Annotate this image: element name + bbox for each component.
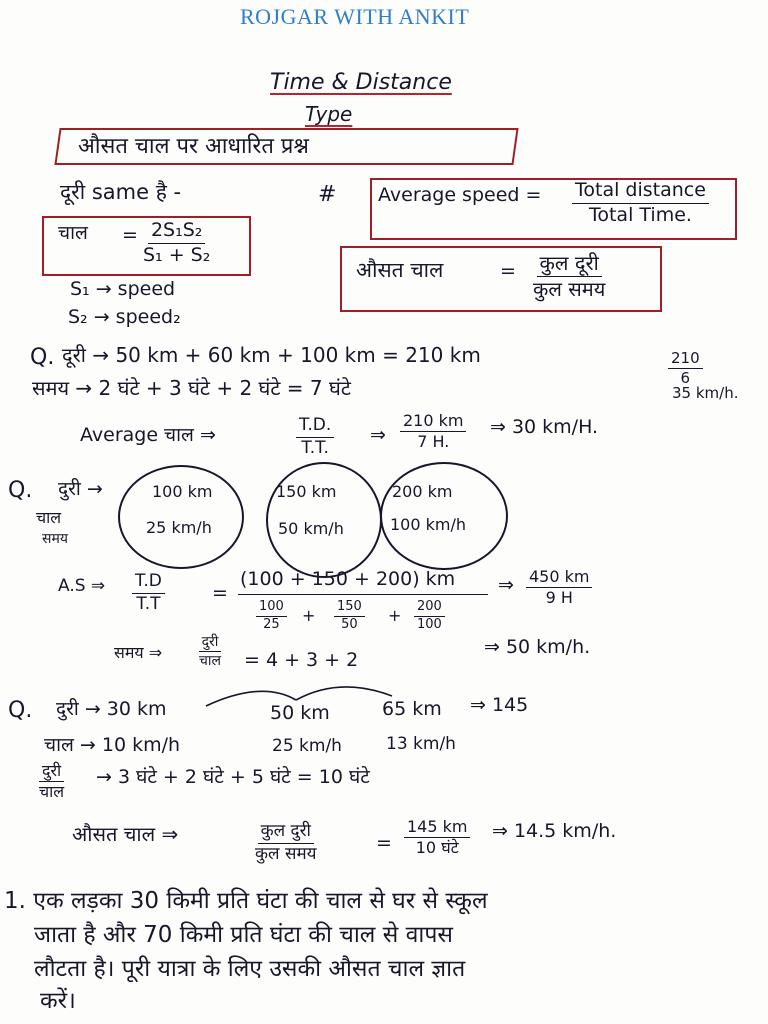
speed-denominator: S₁ + S₂ — [143, 243, 211, 266]
q2-distance-label: दुरी → — [58, 478, 103, 500]
q3-time-denominator: चाल — [39, 782, 65, 802]
q1-avg-lhs: Average चाल ⇒ — [80, 424, 216, 446]
q2-result-denominator: 9 H — [545, 588, 573, 608]
q1-side-numerator: 210 — [668, 350, 703, 369]
q3-arc-2 — [296, 687, 392, 700]
hindi-avg-equals: = — [500, 260, 516, 282]
q2-plus-2: + — [388, 606, 402, 625]
q3-distance-row: दुरी → 30 km — [56, 698, 167, 720]
question1-line3: लौटता है। पूरी यात्रा के लिए उसकी औसत चाल ज्ञात — [34, 956, 466, 982]
s2-definition: S₂ → speed₂ — [68, 306, 181, 328]
q2-plus-1: + — [302, 606, 316, 625]
q1-result: ⇒ 30 km/H. — [490, 416, 599, 438]
q2-circle3-speed: 100 km/h — [390, 515, 467, 534]
question1-line1: 1. एक लड़का 30 किमी प्रति घंटा की चाल से घर से स्कूल — [4, 888, 488, 914]
q2-time-denominator: चाल — [199, 653, 222, 670]
q2-time-label: समय — [42, 531, 68, 547]
q3-marker: Q. — [8, 698, 33, 723]
subtitle: औसत चाल पर आधारित प्रश्न — [78, 134, 309, 159]
q1-distance: दूरी → 50 km + 60 km + 100 km = 210 km — [62, 343, 481, 367]
q3-avg-denominator: कुल समय — [255, 843, 317, 864]
speed-equals: = — [122, 224, 138, 246]
q3-time-fraction — [36, 762, 67, 802]
q2-marker: Q. — [8, 478, 33, 503]
avg-formula-numerator: Total distance — [572, 180, 709, 204]
q2-f3-denominator: 100 — [417, 616, 442, 632]
q2-result-numerator: 450 km — [526, 568, 592, 588]
q1-time: समय → 2 घंटे + 3 घंटे + 2 घंटे = 7 घंटे — [32, 376, 351, 400]
q3-result: ⇒ 14.5 km/h. — [492, 820, 617, 842]
q3-s2: 25 km/h — [272, 736, 342, 756]
speed-label: चाल — [58, 222, 88, 244]
hindi-avg-lhs: औसत चाल — [356, 258, 444, 282]
q3-time-row: → 3 घंटे + 2 घंटे + 5 घंटे = 10 घंटे — [96, 766, 370, 788]
q2-equals: = — [212, 582, 228, 604]
q3-arc-1 — [206, 691, 296, 706]
q2-circle1-speed: 25 km/h — [146, 518, 212, 537]
q1-tt: T.T. — [301, 437, 329, 458]
q1-side-result: 35 km/h. — [672, 384, 739, 402]
q2-final: ⇒ 50 km/h. — [484, 636, 591, 658]
q2-as-lhs: A.S ⇒ — [58, 576, 106, 596]
q3-time-numerator: दुरी — [39, 762, 64, 782]
speed-numerator: 2S₁S₂ — [148, 220, 205, 244]
brand-header: ROJGAR WITH ANKIT — [240, 4, 470, 29]
q2-time-lhs: समय ⇒ — [114, 643, 163, 662]
q3-equals: = — [376, 832, 392, 854]
q2-td: T.D — [132, 572, 165, 594]
avg-formula-denominator: Total Time. — [588, 203, 692, 226]
q1-side-denominator: 6 — [680, 369, 691, 388]
hindi-avg-denominator: कुल समय — [533, 277, 606, 301]
q3-d3: 65 km — [382, 698, 442, 720]
q3-avg-fraction — [252, 822, 320, 864]
q3-value-numerator: 145 km — [404, 818, 470, 838]
hash-mark: # — [318, 182, 337, 207]
type-label: Type — [305, 102, 353, 126]
q3-d2: 50 km — [270, 702, 330, 724]
q3-avg-numerator: कुल दुरी — [258, 822, 314, 844]
q1-td: T.D. — [296, 416, 334, 438]
q2-time-sum: = 4 + 3 + 2 — [244, 649, 359, 671]
q2-f2-denominator: 50 — [341, 616, 358, 632]
question1-line4: करें। — [40, 988, 76, 1014]
q3-speed-row: चाल → 10 km/h — [44, 734, 181, 756]
topic-title: Time & Distance — [270, 70, 452, 95]
q3-s3: 13 km/h — [386, 734, 456, 754]
q3-value-denominator: 10 घंटे — [415, 838, 459, 858]
q2-tt: T.T — [136, 593, 161, 614]
q2-speed-label: चाल — [36, 508, 62, 527]
q2-f2-numerator: 150 — [334, 600, 365, 617]
q2-f1-denominator: 25 — [263, 616, 280, 632]
q2-result-arrow: ⇒ — [498, 574, 514, 596]
q2-circle2-distance: 150 km — [276, 482, 337, 501]
q1-value-denominator: 7 H. — [417, 432, 450, 452]
q2-circle1-distance: 100 km — [152, 482, 213, 501]
q2-circle3-distance: 200 km — [392, 482, 453, 501]
q2-f3-numerator: 200 — [414, 600, 445, 617]
q3-d-total: ⇒ 145 — [470, 694, 529, 716]
distance-same-note: दूरी same है - — [60, 180, 182, 204]
q3-avg-lhs: औसत चाल ⇒ — [72, 822, 179, 846]
question1-line2: जाता है और 70 किमी प्रति घंटा की चाल से वापस — [34, 922, 453, 948]
avg-formula-lhs: Average speed = — [378, 184, 542, 206]
q2-f1-numerator: 100 — [256, 600, 287, 617]
q1-arrow: ⇒ — [370, 424, 386, 446]
q1-value-numerator: 210 km — [400, 412, 466, 432]
q1-marker: Q. — [30, 345, 55, 370]
s1-definition: S₁ → speed — [70, 278, 176, 300]
q2-big-numerator: (100 + 150 + 200) km — [240, 568, 456, 590]
hindi-avg-numerator: कुल दूरी — [537, 252, 602, 277]
q2-time-numerator: दुरी — [199, 634, 222, 652]
q3-value-fraction — [404, 818, 470, 858]
q2-circle2-speed: 50 km/h — [278, 519, 344, 538]
